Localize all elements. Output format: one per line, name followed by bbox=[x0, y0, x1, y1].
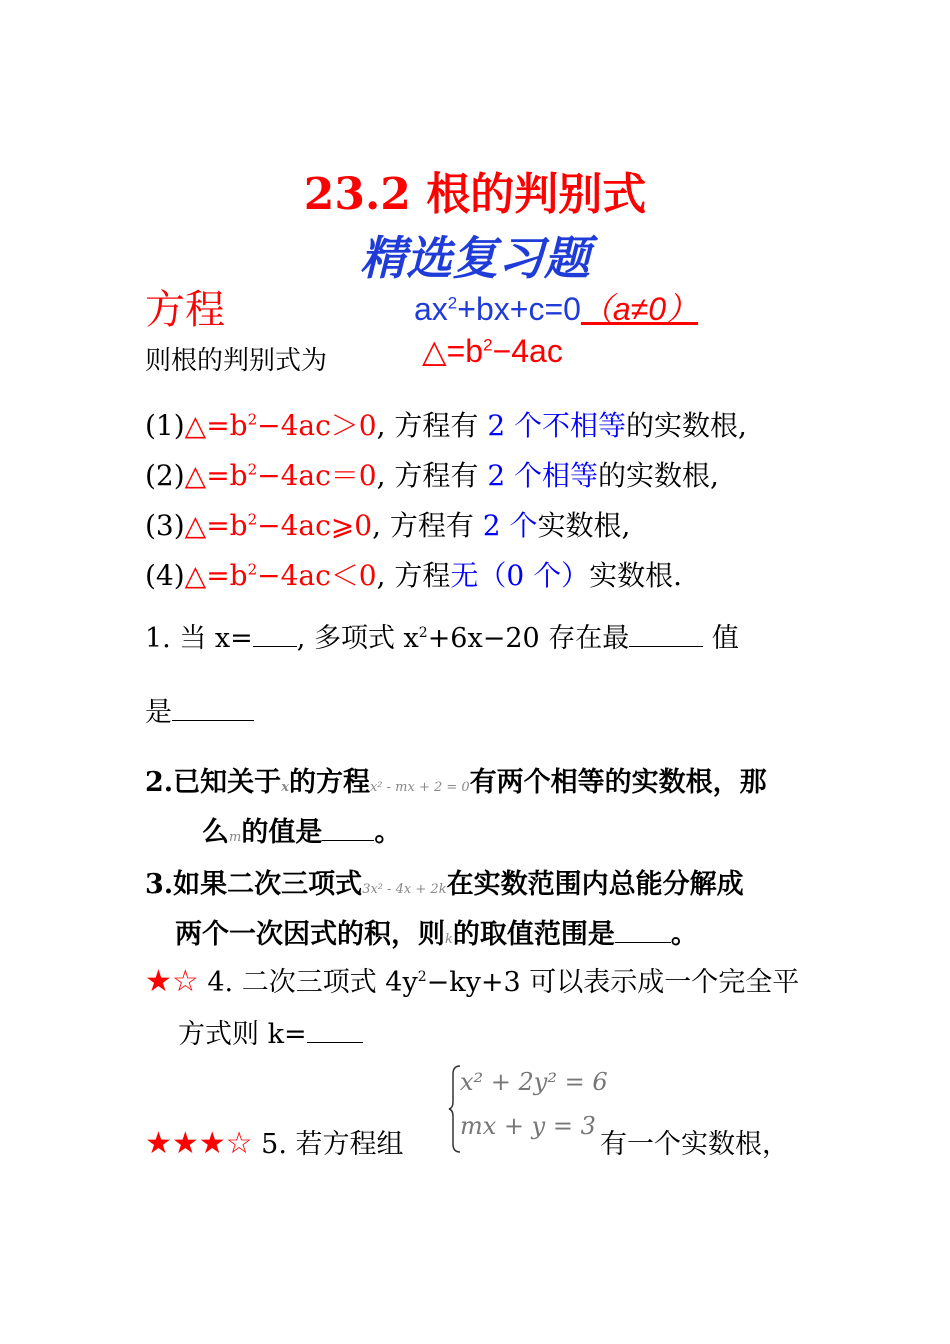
question-4-cont: 方式则 k= bbox=[178, 1012, 363, 1051]
page-subtitle: 精选复习题 bbox=[360, 231, 590, 285]
question-3-cont: 两个一次因式的积，则k的取值范围是 。 bbox=[175, 919, 698, 950]
difficulty-stars: ★★★☆ bbox=[145, 1126, 253, 1161]
answer-blank[interactable] bbox=[172, 720, 254, 721]
question-2: 2.已知关于x的方程x² - mx + 2 = 0有两个相等的实数根，那 bbox=[145, 767, 767, 798]
case-4: $(4)\triangle=b^2-4ac<0$, 方程无（0 个）实数根. bbox=[145, 559, 683, 592]
discriminant-label: 则根的判别式为 bbox=[145, 346, 328, 376]
quadratic-equation: $ax^2+bx+c=0(a\ne 0)$ bbox=[414, 291, 699, 327]
answer-blank[interactable] bbox=[615, 942, 671, 943]
answer-blank[interactable] bbox=[253, 646, 297, 647]
answer-blank[interactable] bbox=[322, 840, 374, 841]
question-2-cont: 么m的值是 。 bbox=[202, 817, 402, 848]
question-5: ★★★☆ 5. 若方程组 bbox=[145, 1126, 404, 1161]
case-3: $(3)\triangle=b^2-4ac⩾0$, 方程有 2 个实数根, bbox=[145, 509, 631, 542]
answer-blank[interactable] bbox=[307, 1042, 363, 1043]
question-4: ★☆ 4. 二次三项式 $4y^2-ky+3$ 可以表示成一个完全平 bbox=[145, 964, 800, 999]
question-1: 1. 当 x= , 多项式 $x^2+6x-20$ 存在最 值 bbox=[145, 623, 739, 654]
question-5-tail: 有一个实数根， bbox=[600, 1129, 789, 1160]
equation-condition: （a≠0） bbox=[580, 291, 699, 327]
discriminant-formula: $\triangle=b^2-4ac$ bbox=[422, 333, 563, 369]
case-2: $(2)\triangle=b^2-4ac=0$, 方程有 2 个相等的实数根, bbox=[145, 459, 719, 492]
difficulty-stars: ★☆ bbox=[145, 964, 199, 999]
equation-label: 方程 bbox=[145, 287, 225, 333]
case-1: $(1)\triangle=b^2-4ac>0$, 方程有 2 个不相等的实数根, bbox=[145, 409, 747, 442]
equation-system bbox=[448, 1064, 608, 1154]
page-title: 23.2 根的判别式 bbox=[303, 169, 647, 220]
question-1-cont: 是 bbox=[145, 690, 254, 729]
system-equation-2: mx + y = 3 bbox=[460, 1112, 596, 1140]
question-3: 3.如果二次三项式3x² - 4x + 2k在实数范围内总能分解成 bbox=[145, 869, 744, 900]
answer-blank[interactable] bbox=[629, 646, 703, 647]
system-equation-1: x² + 2y² = 6 bbox=[460, 1068, 608, 1096]
